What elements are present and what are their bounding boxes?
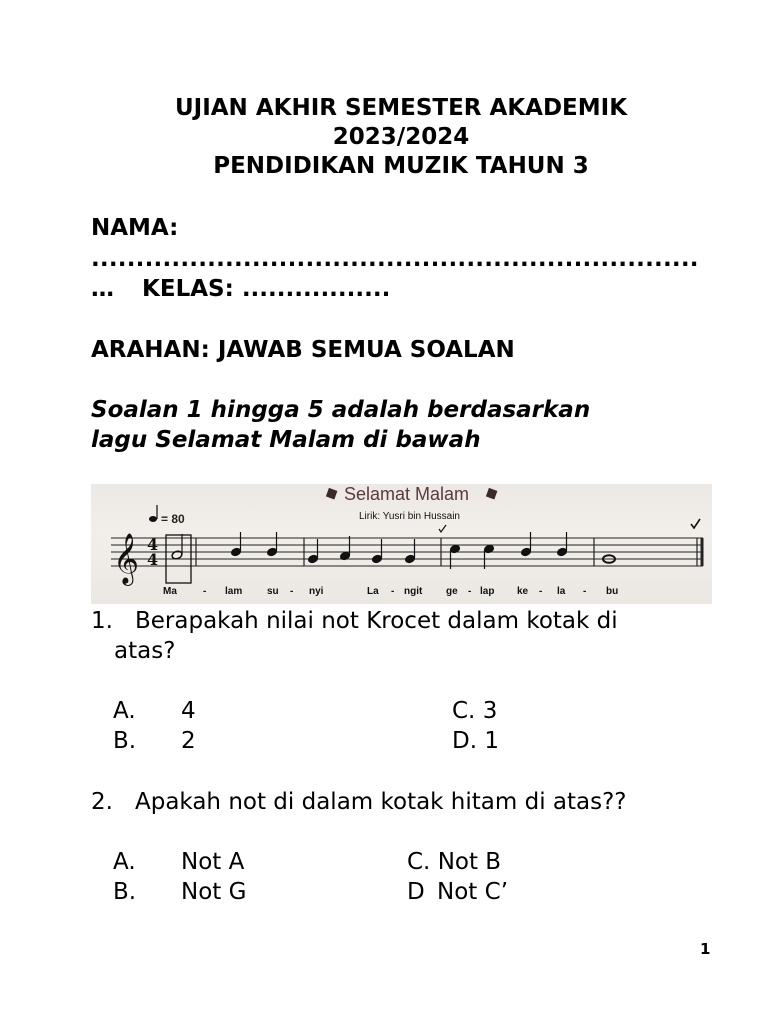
kelas-label: KELAS: (142, 276, 234, 302)
q1-option-b-value: 2 (181, 728, 196, 754)
time-signature-bottom: 4 (147, 550, 159, 569)
lyricist: Lirik: Yusri bin Hussain (359, 511, 460, 522)
exam-title (0, 94, 768, 181)
lyric-syllable: ngit (404, 586, 423, 597)
note-line-2: lagu Selamat Malam di bawah (91, 427, 481, 453)
lyrics-row (163, 586, 618, 597)
q1-option-c-letter: C. (452, 698, 476, 724)
title-ornament-right (486, 488, 498, 500)
sheet-music-svg (91, 484, 712, 604)
title-line-2: 2023/2024 (332, 124, 470, 150)
q2-option-d-letter: D (407, 879, 425, 905)
q1-option-b-letter: B. (113, 728, 137, 754)
q1-option-a-value: 4 (181, 698, 196, 724)
q2-option-a-letter: A. (113, 849, 136, 875)
lyric-syllable: - (583, 586, 587, 597)
q2-option-d (407, 877, 508, 907)
lyric-syllable: La (367, 586, 379, 597)
kelas-line (91, 274, 390, 304)
lyric-syllable: - (391, 586, 395, 597)
lyric-syllable: - (290, 586, 294, 597)
tempo-note-icon (149, 516, 157, 522)
question-2-number: 2. (91, 789, 113, 815)
lyric-syllable: lam (225, 586, 243, 597)
question-1-text-cont: atas? (114, 638, 176, 664)
kelas-prefix: … (91, 276, 114, 302)
q2-option-b-letter: B. (113, 879, 137, 905)
lyric-syllable: bu (606, 586, 619, 597)
q2-option-b-value: Not G (181, 879, 247, 905)
lyric-syllable: - (468, 586, 472, 597)
q2-option-c-letter: C. (407, 849, 431, 875)
q2-option-a-value: Not A (181, 849, 245, 875)
breath-mark-icon (439, 525, 446, 532)
name-dots: .................................................................... (91, 246, 699, 272)
title-line-1: UJIAN AKHIR SEMESTER AKADEMIK (174, 95, 628, 121)
lyric-syllable: ke (517, 586, 529, 597)
q1-option-d-letter: D. (452, 728, 478, 754)
time-signature-top: 4 (147, 535, 159, 554)
check-mark-icon (691, 519, 700, 528)
lyric-syllable: lap (480, 586, 495, 597)
tempo-marking: = 80 (161, 512, 185, 526)
page-number: 1 (700, 940, 711, 958)
question-1-number: 1. (91, 608, 113, 634)
q2-option-d-value: Not C’ (437, 879, 509, 905)
song-title: Selamat Malam (344, 484, 470, 504)
treble-clef-icon: 𝄞 (113, 533, 140, 584)
lyric-syllable: la (557, 586, 566, 597)
title-line-3: PENDIDIKAN MUZIK TAHUN 3 (213, 153, 589, 179)
instruction: ARAHAN: JAWAB SEMUA SOALAN (91, 337, 515, 363)
lyric-syllable: Ma (163, 586, 177, 597)
q1-option-a-letter: A. (113, 698, 136, 724)
name-label: NAMA: (91, 215, 179, 241)
q1-option-d-value: 1 (484, 728, 499, 754)
lyric-syllable: nyi (309, 586, 324, 597)
lyric-syllable: - (203, 586, 207, 597)
note-line-1: Soalan 1 hingga 5 adalah berdasarkan (91, 397, 591, 423)
q1-option-c (452, 696, 497, 726)
lyric-syllable: ge (446, 586, 458, 597)
q1-option-c-value: 3 (482, 698, 498, 724)
title-ornament-left (326, 488, 338, 500)
question-1-text: Berapakah nilai not Krocet dalam kotak di (135, 608, 618, 634)
q2-option-c-value: Not B (437, 849, 502, 875)
q1-option-d (452, 726, 499, 756)
lyric-syllable: su (267, 586, 279, 597)
question-2-text: Apakah not di dalam kotak hitam di atas?? (135, 789, 627, 815)
lyric-syllable: - (539, 586, 543, 597)
sheet-music-image (91, 484, 712, 604)
q2-option-c (407, 847, 501, 877)
kelas-dots: ................. (241, 276, 391, 302)
